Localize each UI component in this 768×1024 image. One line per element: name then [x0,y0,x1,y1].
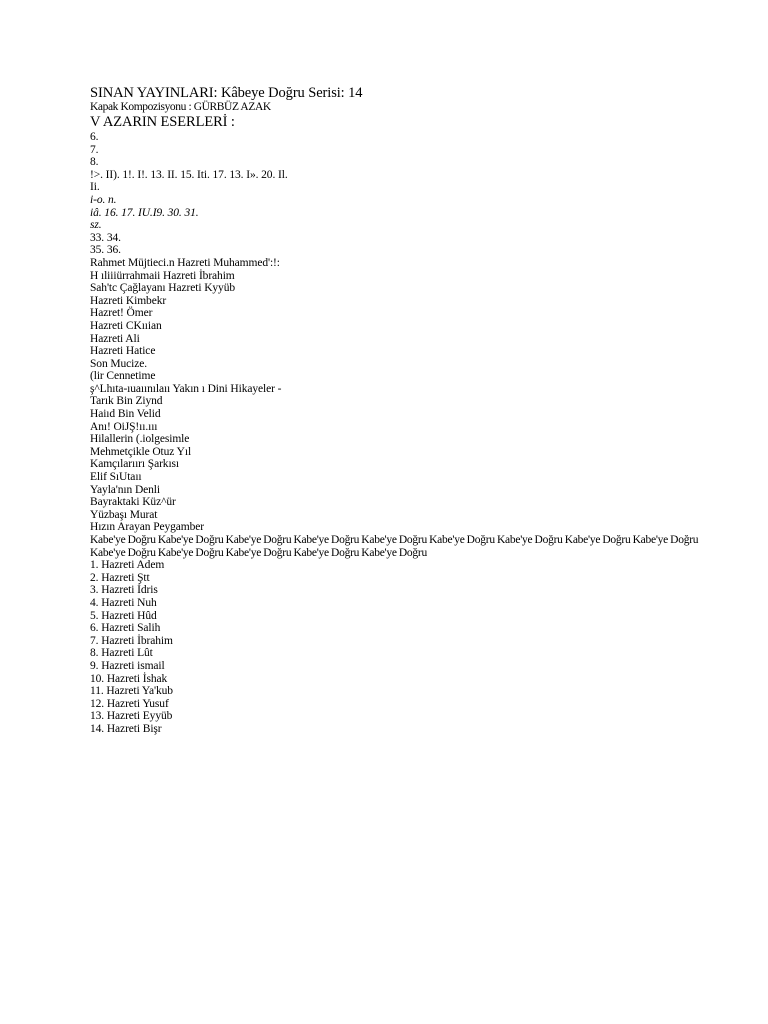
works-list-item: Yayla'nın Denli [90,483,160,496]
works-list-item: Hilallerin (.iolgesimle [90,433,190,446]
series-list-item: 8. Hazreti Lût [90,647,153,660]
works-list-item: Anı! OiJŞ!ıı.ııı [90,420,158,433]
repeated-title-paragraph: Kabe'ye Doğru Kabe'ye Doğru Kabe'ye Doğru Kabe'ye Doğru Kabe'ye Doğru Kabe'ye Doğru Kabe'ye Doğru Kabe'ye Doğru Kabe'ye Doğru Kabe'ye Doğru Kabe'ye Doğru Kabe'ye Doğru Kabe'ye Doğru Kabe'ye Doğru [90,534,699,559]
series-list-item: 7. Hazreti İbrahim [90,634,173,647]
works-list-item: Haiıd Bin Velid [90,408,161,421]
fragment-line: !>. II). 1!. I!. 13. II. 15. Iti. 17. 13. I». 20. Il. [90,168,288,181]
fragment-line: 33. 34. [90,231,121,244]
works-list-item: H ıliiiürrahmaii Hazreti İbrahim [90,269,235,282]
series-list-item: 5. Hazreti Hûd [90,609,157,622]
fragment-line: sz. [90,219,102,232]
series-list-item: 4. Hazreti Nuh [90,596,157,609]
fragment-line: i-o. n. [90,193,117,206]
fragment-line: 8. [90,156,99,169]
fragment-line: 6. [90,131,99,143]
series-list [90,559,730,735]
series-list-item: 3. Hazreti İdris [90,584,158,597]
works-list-item: ş^Lhıta-ıuaıınılaıı Yakın ı Dini Hikayeler - [90,382,282,395]
works-list-item: Mehmetçikle Otuz Yıl [90,445,192,458]
fragment-line: iâ. 16. 17. IU.I9. 30. 31. [90,206,199,219]
series-list-item: 9. Hazreti ismail [90,659,165,672]
cover-credit: Kapak Kompozisyonu : GÜRBÜZ AZAK [90,101,271,113]
series-list-item: 14. Hazreti Bişr [90,722,162,735]
works-list-item: Sah'tc Çağlayanı Hazreti Kyyüb [90,282,236,295]
series-list-item: 13. Hazreti Eyyüb [90,710,173,723]
series-list-item: 11. Hazreti Ya'kub [90,685,173,698]
works-list-item: Hazreti Kimbekr [90,294,167,307]
series-list-item: 12. Hazreti Yusuf [90,697,169,710]
works-list [90,257,730,534]
works-list-item: Kamçılarıırı Şarkısı [90,458,180,471]
works-list-item: Hazreti Hatice [90,345,156,358]
works-list-item: Rahmet Müjtieci.n Hazreti Muhammed':!: [90,256,280,269]
works-list-item: Hazret! Ömer [90,307,153,320]
works-list-item: (lir Cennetime [90,370,156,383]
works-list-item: Elif SıUtaıı [90,471,142,484]
works-list-item: Son Mucize. [90,357,148,370]
series-list-item: 10. Hazreti İshak [90,672,168,685]
works-list-item: Tarık Bin Ziynd [90,395,163,408]
series-list-item: 1. Hazreti Adem [90,559,165,572]
series-list-item: 6. Hazreti Salih [90,622,161,635]
fragment-line: 7. [90,143,99,156]
works-list-item: Yüzbaşı Murat [90,508,158,521]
works-list-item: Hızın Arayan Peygamber [90,521,205,534]
fragment-line: 35. 36. [90,244,121,257]
works-list-item: Hazreti Ali [90,332,140,345]
document-page [90,85,730,736]
fragment-line: Ii. [90,181,100,194]
works-list-item: Hazreti CKııian [90,319,162,332]
works-list-item: Bayraktaki Küz^ür [90,496,176,509]
document-title: SINAN YAYINLARI: Kâbeye Doğru Serisi: 14 [90,85,363,101]
works-heading: V AZARIN ESERLERİ : [90,114,235,130]
series-list-item: 2. Hazreti Ştt [90,571,150,584]
